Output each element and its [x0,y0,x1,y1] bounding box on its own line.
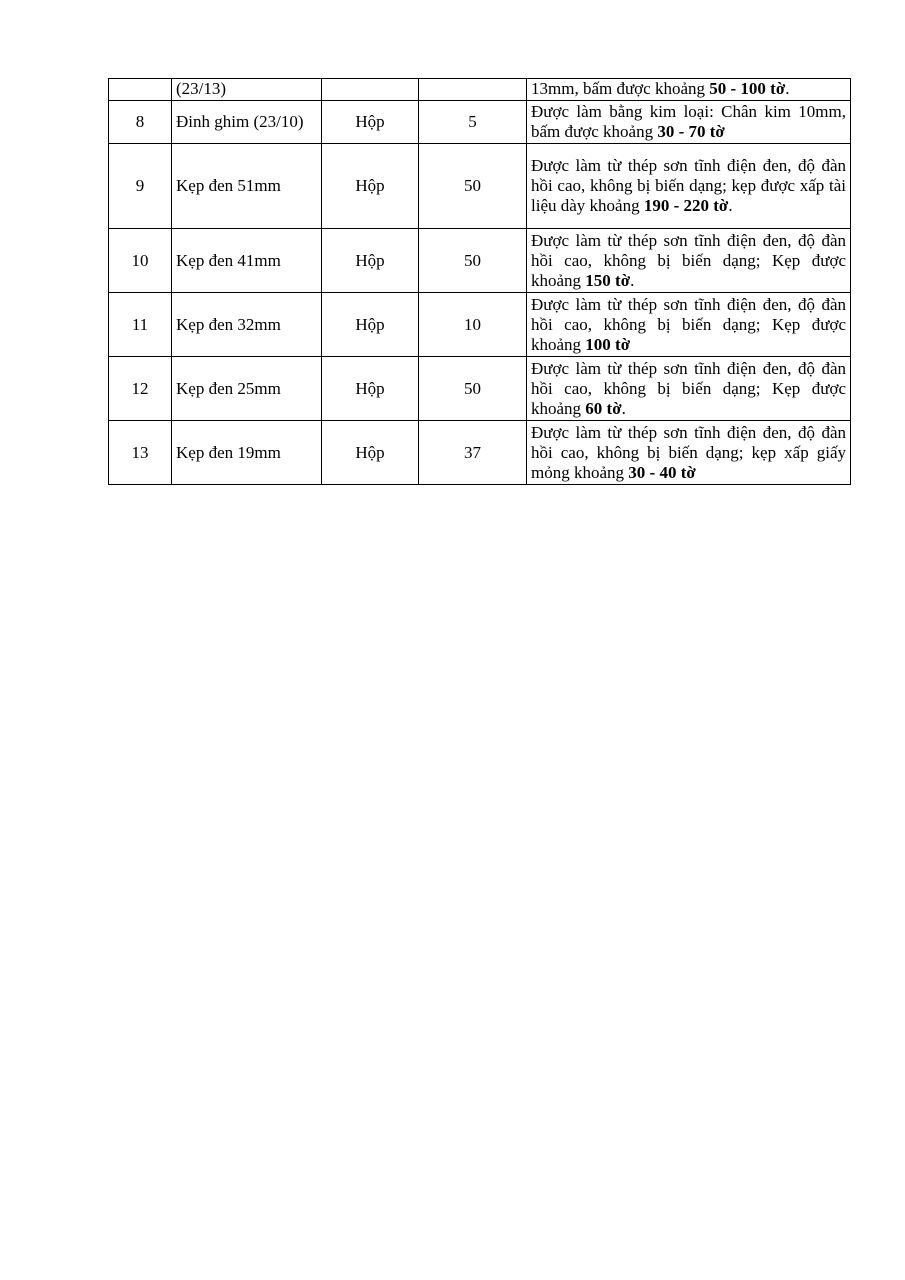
item-name: Kẹp đen 32mm [172,293,322,357]
item-description: Được làm từ thép sơn tĩnh điện đen, độ đàn hồi cao, không bị biến dạng; Kẹp được khoảng 60 tờ. [527,357,851,421]
item-quantity: 50 [419,144,527,229]
row-number: 13 [109,421,172,485]
item-description: Được làm từ thép sơn tĩnh điện đen, độ đàn hồi cao, không bị biến dạng; kẹp xấp giấy mỏng khoảng 30 - 40 tờ [527,421,851,485]
item-unit [322,79,419,101]
item-unit: Hộp [322,293,419,357]
table-row [109,293,851,357]
item-quantity [419,79,527,101]
item-unit: Hộp [322,421,419,485]
item-quantity: 10 [419,293,527,357]
item-name: (23/13) [172,79,322,101]
item-name: Đinh ghim (23/10) [172,101,322,144]
item-unit: Hộp [322,229,419,293]
item-quantity: 50 [419,357,527,421]
item-name: Kẹp đen 51mm [172,144,322,229]
item-unit: Hộp [322,101,419,144]
item-description: Được làm từ thép sơn tĩnh điện đen, độ đàn hồi cao, không bị biến dạng; kẹp được xấp tài liệu dày khoảng 190 - 220 tờ. [527,144,851,229]
item-name: Kẹp đen 25mm [172,357,322,421]
row-number: 10 [109,229,172,293]
item-quantity: 37 [419,421,527,485]
item-quantity: 50 [419,229,527,293]
row-number: 8 [109,101,172,144]
item-quantity: 5 [419,101,527,144]
table-row [109,101,851,144]
item-unit: Hộp [322,357,419,421]
item-description: Được làm bằng kim loại: Chân kim 10mm, bấm được khoảng 30 - 70 tờ [527,101,851,144]
item-name: Kẹp đen 41mm [172,229,322,293]
item-unit: Hộp [322,144,419,229]
row-number [109,79,172,101]
row-number: 9 [109,144,172,229]
table-row [109,357,851,421]
item-description: Được làm từ thép sơn tĩnh điện đen, độ đàn hồi cao, không bị biến dạng; Kẹp được khoảng 150 tờ. [527,229,851,293]
row-number: 12 [109,357,172,421]
table-row [109,421,851,485]
table-row [109,144,851,229]
table-row [109,229,851,293]
item-name: Kẹp đen 19mm [172,421,322,485]
item-description: Được làm từ thép sơn tĩnh điện đen, độ đàn hồi cao, không bị biến dạng; Kẹp được khoảng 100 tờ [527,293,851,357]
row-number: 11 [109,293,172,357]
table-row [109,79,851,101]
specification-table [108,78,851,485]
item-description: 13mm, bấm được khoảng 50 - 100 tờ. [527,79,851,101]
